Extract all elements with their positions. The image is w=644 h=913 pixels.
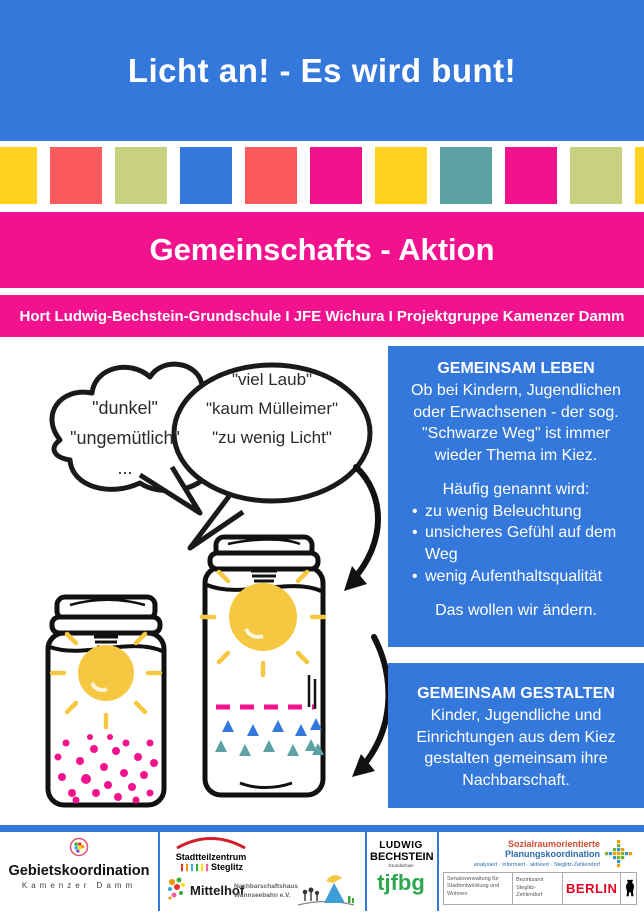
pixel-cross-icon bbox=[604, 839, 634, 869]
info-box-leben-heading: GEMEINSAM LEBEN bbox=[437, 360, 595, 377]
logo-tjfbg: tjfbg bbox=[377, 870, 425, 895]
list-item: • wenig Aufenthaltsqualität bbox=[412, 566, 634, 588]
footer-divider-bar bbox=[0, 825, 644, 832]
berlin-label: BERLIN bbox=[563, 873, 621, 904]
right-bubble-text: "viel Laub" "kaum Mülleimer" "zu wenig Licht" bbox=[205, 370, 339, 447]
orgs-banner bbox=[0, 295, 644, 337]
logo-planungskoordination: Sozialraumorientierte Planungskoordination analysiert · informiert · aktiviert · Steglitz-Zehlendorf bbox=[444, 839, 636, 868]
color-square bbox=[505, 147, 557, 204]
logo-gebietskoordination: Gebietskoordination Kamenzer Damm bbox=[8, 837, 150, 890]
footer-divider bbox=[158, 832, 160, 911]
left-jar bbox=[48, 597, 164, 805]
color-square bbox=[50, 147, 102, 204]
color-square bbox=[115, 147, 167, 204]
berlin-bear-icon bbox=[624, 878, 636, 899]
action-banner bbox=[0, 212, 644, 288]
curved-arrow-icon bbox=[352, 637, 388, 777]
senate-cell: Senatsverwaltung für Stadtentwicklung und Wohnen bbox=[444, 873, 513, 904]
nachbarschaftshaus-icon bbox=[296, 870, 356, 912]
dots-cluster-icon bbox=[166, 876, 188, 904]
curved-arrow-icon bbox=[344, 467, 378, 591]
logo-mittelhof: Mittelhof bbox=[166, 876, 244, 904]
footer-divider bbox=[437, 832, 439, 911]
color-square bbox=[0, 147, 37, 204]
right-jar bbox=[202, 537, 324, 795]
color-square bbox=[180, 147, 232, 204]
color-square bbox=[310, 147, 362, 204]
info-box-leben-body: Ob bei Kindern, Jugendlichen oder Erwachsenen - der sog. "Schwarze Weg" ist immer wieder Thema im Kiez. bbox=[411, 381, 621, 464]
color-squares-row bbox=[0, 147, 644, 204]
gebietskoordination-icon bbox=[69, 837, 89, 857]
red-arc-icon bbox=[174, 836, 248, 849]
illustration-panel bbox=[0, 345, 388, 825]
logo-stadtteilzentrum: Stadtteilzentrum Steglitz bbox=[170, 836, 252, 872]
color-square bbox=[635, 147, 644, 204]
info-box-leben bbox=[388, 346, 644, 647]
people-row-icon bbox=[179, 863, 209, 872]
list-item: • unsicheres Gefühl auf dem Weg bbox=[412, 522, 634, 566]
list-item: • zu wenig Beleuchtung bbox=[412, 501, 634, 523]
senate-cell: Bezirksamt Steglitz-Zehlendorf bbox=[513, 873, 563, 904]
info-box-leben-list bbox=[398, 501, 634, 588]
logo-nachbarschaftshaus: Nachbarschaftshaus Wannseebahn e.V. bbox=[234, 870, 362, 912]
senate-logo-row bbox=[443, 872, 637, 905]
info-box-leben-closing: Das wollen wir ändern. bbox=[435, 601, 597, 619]
left-bubble-text: "dunkel" "ungemütlich" ... bbox=[70, 398, 180, 478]
berlin-bear-cell bbox=[621, 873, 639, 904]
footer-logos bbox=[0, 832, 644, 913]
poster-title: Licht an! - Es wird bunt! bbox=[127, 51, 517, 89]
color-square bbox=[245, 147, 297, 204]
action-banner-title: Gemeinschafts - Aktion bbox=[149, 232, 495, 267]
info-box-gestalten-body: Kinder, Jugendliche und Einrichtungen aus dem Kiez gestalten gemeinsam ihre Nachbarschaft. bbox=[416, 706, 616, 789]
info-box-gestalten bbox=[388, 663, 644, 808]
color-square bbox=[570, 147, 622, 204]
orgs-banner-text: Hort Ludwig-Bechstein-Grundschule I JFE Wichura I Projektgruppe Kamenzer Damm bbox=[19, 307, 625, 325]
color-square bbox=[375, 147, 427, 204]
header-band bbox=[0, 0, 644, 141]
info-box-gestalten-heading: GEMEINSAM GESTALTEN bbox=[417, 685, 615, 702]
color-square bbox=[440, 147, 492, 204]
footer-divider bbox=[365, 832, 367, 911]
info-box-leben-list-intro: Häufig genannt wird: bbox=[442, 480, 590, 498]
logo-ludwig-bechstein: LUDWIG BECHSTEIN Grundschule bbox=[370, 840, 434, 868]
